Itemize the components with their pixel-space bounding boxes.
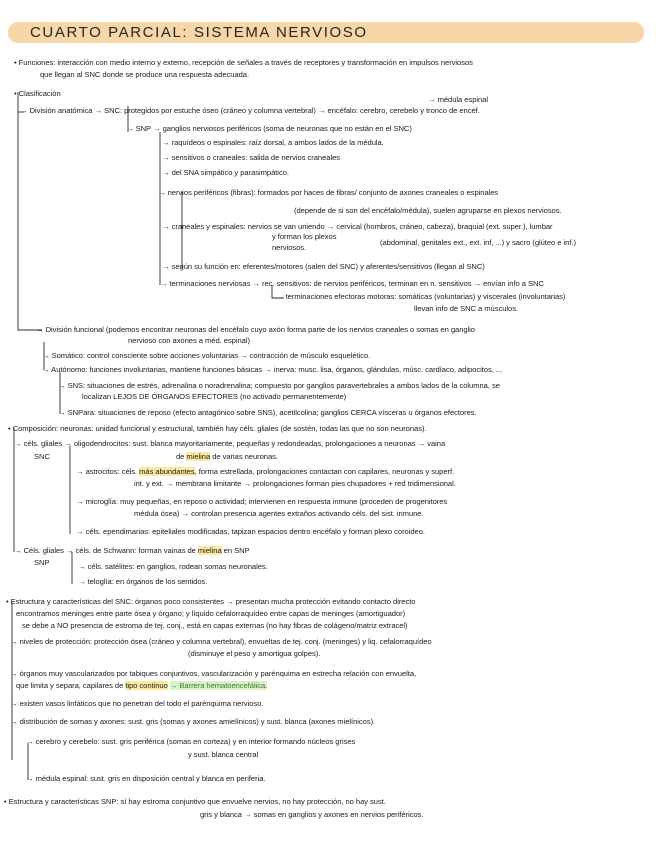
text-line: llevan info de SNC a músculos. [414, 304, 519, 313]
text-line: → distribución de somas y axones: sust. gris (somas y axones amielínicos) y sust. blanca (axones mielínicos). [10, 717, 376, 726]
text-line: de mielina de varias neuronas. [176, 452, 278, 461]
text-line: → sensitivos o craneales: salida de nervios craneales [162, 153, 341, 162]
highlight-mielina: mielina [197, 546, 222, 555]
text-line: SNC [34, 452, 50, 461]
text-line: → terminaciones nerviosas → rec. sensitivos: de nervios periféricos, terminan en n. sensitivos → envían info a SNC [160, 279, 544, 288]
highlight-mielina: mielina [186, 452, 211, 461]
text-line: encontramos meninges entre parte ósea y órgano; y líquido cefalorraquídeo entre capas de meninges (amortiguador) [16, 609, 406, 618]
text-line: → División anatómica → SNC: protegidos por estuche óseo (cráneo y columna vertebral) → encéfalo: cerebro, cerebelo y tronco de encéf. [20, 106, 480, 115]
highlight-barrera-hematoencefalica: → Barrera hematoencefálica. [169, 681, 268, 690]
text-line: se debe a NO presencia de estroma de tej. conj., está en capas externas (no hay fibras de colágeno/matriz extracel) [22, 621, 408, 630]
text-line: → cerebro y cerebelo: sust. gris periférica (somas en corteza) y en interior formando núcleos grises [26, 737, 356, 746]
text-line: → Céls. gliales → céls. de Schwann: forman vainas de mielina en SNP [14, 546, 250, 555]
text-line: • Estructura y características del SNC: órganos poco consistentes → presentan mucha protección evitando contacto directo [6, 597, 416, 606]
text-line: • Clasificación [14, 89, 61, 98]
text-line: → División funcional (podemos encontrar neuronas del encéfalo cuyo axón forma parte de los nervios craneales o somas en ganglio [36, 325, 475, 334]
text-line: y sust. blanca central [188, 750, 259, 759]
text-line: → Autónomo: funciones involuntarias, mantiene funciones básicas → inerva: musc. lisa, órganos, glándulas, músc. cardíaco, adipocitos, ... [42, 365, 502, 374]
text-line: • Funciones: interacción con medio interno y externo, recepción de señales a través de receptores y transformación en impulsos nerviosos [14, 58, 473, 67]
text-line: (depende de si son del encéfalo/médula), suelen agruparse en plexos nerviosos. [294, 206, 562, 215]
highlight-mas-abundantes: más abundantes [139, 467, 195, 476]
highlight-tipo-continuo: tipo continuo [125, 681, 168, 690]
text-line: y forman los plexos [272, 232, 337, 241]
text-line: → existen vasos linfáticos que no penetran del todo el parénquima nervioso. [10, 699, 264, 708]
text-line: → astrocitos: céls. más abundantes, forma estrellada, prolongaciones contactan con capilares, neuronas y superf. [76, 467, 455, 476]
text-line: → microglía: muy pequeñas, en reposo o actividad; intervienen en respuesta inmune (proceden de progenitores [76, 497, 448, 506]
text-line: • Composición: neuronas: unidad funcional y estructural, también hay céls. gliales (de sostén, todas las que no son neuronas). [8, 424, 427, 433]
text-line: → céls. satélites: en ganglios, rodean somas neuronales. [78, 562, 268, 571]
text-line: → teloglía: en órganos de los sentidos. [78, 577, 208, 586]
text-line: → médula espinal [428, 95, 488, 104]
text-line: nerviosos. [272, 243, 307, 252]
text-line: → órganos muy vascularizados por tabiques conjuntivos, vascularización y parénquima en estrecha relación con envuelta, [10, 669, 417, 678]
text-line: → terminaciones efectoras motoras: somáticas (voluntarias) y viscerales (involuntarias) [276, 292, 566, 301]
text-line: (abdominal, genitales ext., ext. inf, ...) y sacro (glúteo e inf.) [380, 238, 576, 247]
text-line: localizan LEJOS DE ÓRGANOS EFECTORES (no activado permanentemente) [82, 392, 347, 401]
text-line: → según su función en: eferentes/motores (salen del SNC) y aferentes/sensitivos (llegan al SNC) [162, 262, 485, 271]
text-line: que limita y separa, capilares de tipo continuo → Barrera hematoencefálica. [16, 681, 268, 690]
page-title: CUARTO PARCIAL: SISTEMA NERVIOSO [30, 24, 368, 41]
text-line: → SNS: situaciones de estrés, adrenalina o noradrenalina; compuesto por ganglios paravertebrales a ambos lados de la columna, se [58, 381, 500, 390]
text-line: médula ósea) → controlan presencia agentes extraños activando céls. del sist. inmune. [134, 509, 424, 518]
text-line: → niveles de protección: protección ósea (cráneo y columna vertebral), envueltas de tej. conj. (meninges) y liq. cefalorraquídeo [10, 637, 432, 646]
text-line: (disminuye el peso y amortigua golpes). [188, 649, 321, 658]
text-line: nervioso con axones a méd. espinal) [128, 336, 250, 345]
text-line: SNP [34, 558, 50, 567]
text-line: → del SNA simpático y parasimpático. [162, 168, 289, 177]
text-line: → céls. gliales → oligodendrocitos: sust. blanca mayoritariamente, pequeñas y redondeadas, prolongaciones a neuronas → vaina [14, 439, 446, 448]
text-line: • Estructura y características SNP: sí hay estroma conjuntivo que envuelve nervios, no hay protección, no hay sust. [4, 797, 386, 806]
text-line: que llegan al SNC donde se produce una respuesta adecuada. [40, 70, 250, 79]
connector-clasificacion [18, 92, 42, 330]
text-line: → nervios periféricos (fibras): formados por haces de fibras/ conjunto de axones craneales o espinales [158, 188, 499, 197]
text-line: → céls. ependimarias: epiteliales modificadas, tapizan espacios dentro encéfalo y forman plexo coroideo. [76, 527, 425, 536]
text-line: int. y ext. → membrana limitante → prolongaciones forman pies chupadores + red tridimensional. [134, 479, 456, 488]
text-line: → raquídeos o espinales: raíz dorsal, a ambos lados de la médula. [162, 138, 384, 147]
text-line: → SNPara: situaciones de reposo (efecto antagónico sobre SNS), acetilcolina; ganglios CERCA vísceras u órganos efectores. [58, 408, 477, 417]
text-line: → médula espinal: sust. gris en disposición central y blanca en periferia. [26, 774, 266, 783]
text-line: → Somático: control consciente sobre acciones voluntarias → contracción de músculo esquelético. [42, 351, 371, 360]
text-line: → SNP → ganglios nerviosos periféricos (soma de neuronas que no están en el SNC) [126, 124, 412, 133]
text-line: gris y blanca → somas en ganglios y axones en nervios periféricos. [200, 810, 424, 819]
text-line: → craneales y espinales: nervios se van uniendo → cervical (hombros, cráneo, cabeza), braquial (ext. super.), lumbar [162, 222, 553, 231]
